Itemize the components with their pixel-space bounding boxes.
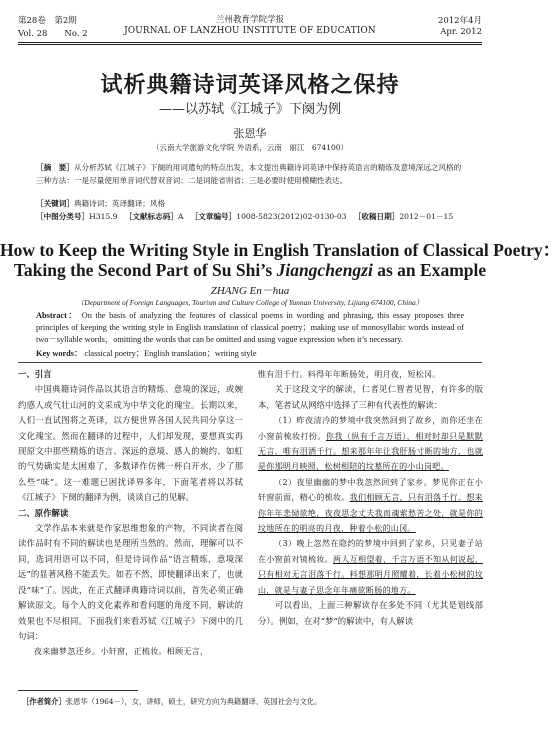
doccode-value: A — [177, 212, 184, 221]
article-title-cn: 试析典籍诗词英译风格之保持 — [100, 72, 400, 98]
header-rule-double — [18, 44, 482, 45]
keywords-cn-text: 典籍诗词；英译翻译；风格 — [73, 199, 166, 208]
header-rule — [18, 42, 482, 43]
volume-issue-en: Vol. 28 No. 2 — [18, 29, 88, 39]
affiliation-cn: （云南大学旅游文化学院 外语系，云南 丽江 674100） — [151, 143, 348, 152]
artno-value: 1008-5823(2012)02-0130-03 — [236, 212, 347, 221]
received-date-value: 2012－01－15 — [399, 212, 454, 221]
class-label: ［中图分类号］ — [36, 212, 90, 221]
class-value: H315.9 — [89, 212, 118, 221]
reading-3 — [258, 536, 483, 598]
article-title-en-line1: How to Keep the Writing Style in English Translation of Classical Poetry： — [0, 240, 560, 260]
author-name-en: ZHANG En－hua — [210, 285, 290, 297]
article-subtitle-cn: ——以苏轼《江城子》下阕为例 — [158, 102, 341, 117]
paragraph-readings-intro: 关于这段文字的解读，仁者见仁智者见智，有许多的版本，笔者试从网络中选择了三种有代表性的解读： — [258, 384, 483, 410]
keywords-cn — [36, 198, 464, 211]
section-heading-intro: 一、引言 — [18, 369, 52, 379]
received-date-label: ［收稿日期］ — [353, 212, 400, 221]
reading-2 — [258, 475, 483, 537]
keywords-en-label: Key words： — [36, 349, 83, 358]
artno-label: ［文章编号］ — [190, 212, 237, 221]
keywords-cn-label: ［关键词］ — [36, 199, 74, 208]
doccode-label: ［文献标志码］ — [124, 212, 178, 221]
footnote-text: 张恩华（1964－），女，讲师，硕士，研究方向为典籍翻译、英国社会与文化。 — [65, 697, 322, 706]
paragraph-intro: 中国典籍诗词作品以其语言的精炼、意境的深远，或婉约感人或气壮山河的文采成为中华文化的瑰宝。长期以来，人们一直试图将之英译，以方便世界各国人民共同分享这一文化瑰宝。然而在翻译的过程中，人们却发现，要想真实再现原文中那些精炼的语言、深远的意境、感人的婉约、如虹的气势确实是太困难了，多数译作仿佛一杯白开水，少了那么些“味”。这一难题已困扰译界多年，下面笔者将以苏轼《江城子》下阕的翻译为例，谈谈自己的见解。 — [18, 384, 243, 503]
keywords-en — [36, 347, 464, 359]
reading-1 — [258, 413, 483, 475]
footnote-label: ［作者简介］ — [22, 697, 66, 706]
paragraph-comparison: 可以看出，上面三种解读存在多处不同（尤其是划线部分）。例如，在对“梦”的解读中，有人解读 — [258, 600, 483, 626]
volume-issue-cn: 第28卷 第2期 — [18, 16, 77, 26]
abstract-en-text: On the basis of analyzing the features of classical poems in wording and phrasing, this essay proposes three principles of keeping the writing style in English translation of classical poetry；making use of monosyllabic words instead of two－syllable words，omitting the words that can be omitted and using vague expression when it’s necessary. — [36, 311, 465, 344]
affiliation-en: （Department of Foreign Languages, Tourism and Culture College of Yunnan University, Lijiang 674100, China） — [76, 298, 424, 307]
title-en-italic: Jiangchengzi — [276, 260, 373, 280]
title-en-part-b: as an Example — [372, 260, 487, 280]
reading-2-plain: （2）夜里幽幽的梦中我忽然回到了家乡。梦见你正在小轩窗前面，精心的梳妆。 — [258, 477, 483, 503]
abstract-cn-text: 从分析苏轼《江城子》下阕的用词遣句的特点出发，本文提出典籍诗词英译中保持英语言的精炼及意境深远之风格的三种方法：一是尽量使用单音词代替双音词；二是词能省则省；三是必要时使用模糊性表达。 — [36, 163, 462, 185]
abstract-rule — [18, 362, 482, 363]
poem-excerpt-end: 惟有泪千行。料得年年断肠处，明月夜，短松冈。 — [258, 370, 441, 379]
section-heading-interpretation: 二、原作解读 — [18, 507, 69, 518]
abstract-en — [36, 310, 464, 346]
journal-name-cn: 兰州教育学院学报 — [215, 15, 284, 25]
article-title-en-line2 — [0, 260, 500, 281]
title-en-part-a: Taking the Second Part of Su Shi’s — [13, 260, 277, 280]
body-column-left — [18, 367, 243, 660]
reading-2-underlined: 我们相顾无言，只有泪落千行。想来你年年悲恸欲绝，夜夜思念丈夫我而魂萦愁苦之处，就是你的坟地所在的明亮的月夜，种着小松的山冈。 — [258, 493, 483, 534]
journal-name-en: JOURNAL OF LANZHOU INSTITUTE OF EDUCATION — [124, 26, 376, 36]
footnote-rule — [18, 690, 138, 691]
author-name-cn: 张恩华 — [233, 127, 267, 140]
issue-date-cn: 2012年4月 — [437, 16, 482, 26]
paragraph-interpretation: 文学作品本来就是作家思维想象的产物，不同读者在阅读作品时有不同的解读也是理所当然的。然而，理解可以不同，选词用语可以不同，但是诗词作品“语言精炼，意境深远”的显著风格不能丢失。如若不然，即使翻译出来了，也就没“味”了。因此，在正式翻译典籍诗词以前，首先必须正确解读原文。每个人的文化素养和看问题的角度不同，解读的效果也不尽相同。下面我们来看苏轼《江城子》下阕中的几句词： — [18, 523, 243, 641]
body-column-right — [258, 367, 483, 629]
reading-1-plain: （1）昨夜清冷的梦境中我突然回到了故乡，而你还坐在小窗前梳妆打扮。 — [258, 416, 483, 441]
abstract-cn-label: ［摘 要］ — [36, 163, 74, 172]
running-header — [0, 0, 500, 56]
abstract-cn — [36, 162, 464, 187]
issue-date-en: Apr. 2012 — [440, 27, 482, 37]
reading-3-underlined: 两人互相望着，千言万语不知从何说起，只有相对无言泪落千行。料想那明月照耀着，长着小松树的坟山，就是与妻子思念年年痛欲断肠的地方。 — [258, 554, 483, 595]
reading-3-plain: （3）晚上忽然在隐约的梦境中回到了家乡，只见妻子站在小窗前对镜梳妆。 — [258, 539, 483, 564]
abstract-en-label: Abstract： — [36, 311, 79, 320]
reading-1-underlined: 你我（纵有千言万语），相对时却只是默默无言，唯有泪洒千行。想来那年年让我肝肠寸断的地方，也就是你那明月映照，松树相陪的坟墓所在的小山岗吧。 — [258, 431, 483, 472]
keywords-en-text: classical poetry；English translation；writing style — [84, 349, 257, 358]
classification-line — [36, 211, 464, 224]
author-footnote — [22, 697, 322, 707]
poem-excerpt-start: 夜来幽梦忽还乡。小轩窗，正梳妆。相顾无言， — [34, 647, 209, 657]
